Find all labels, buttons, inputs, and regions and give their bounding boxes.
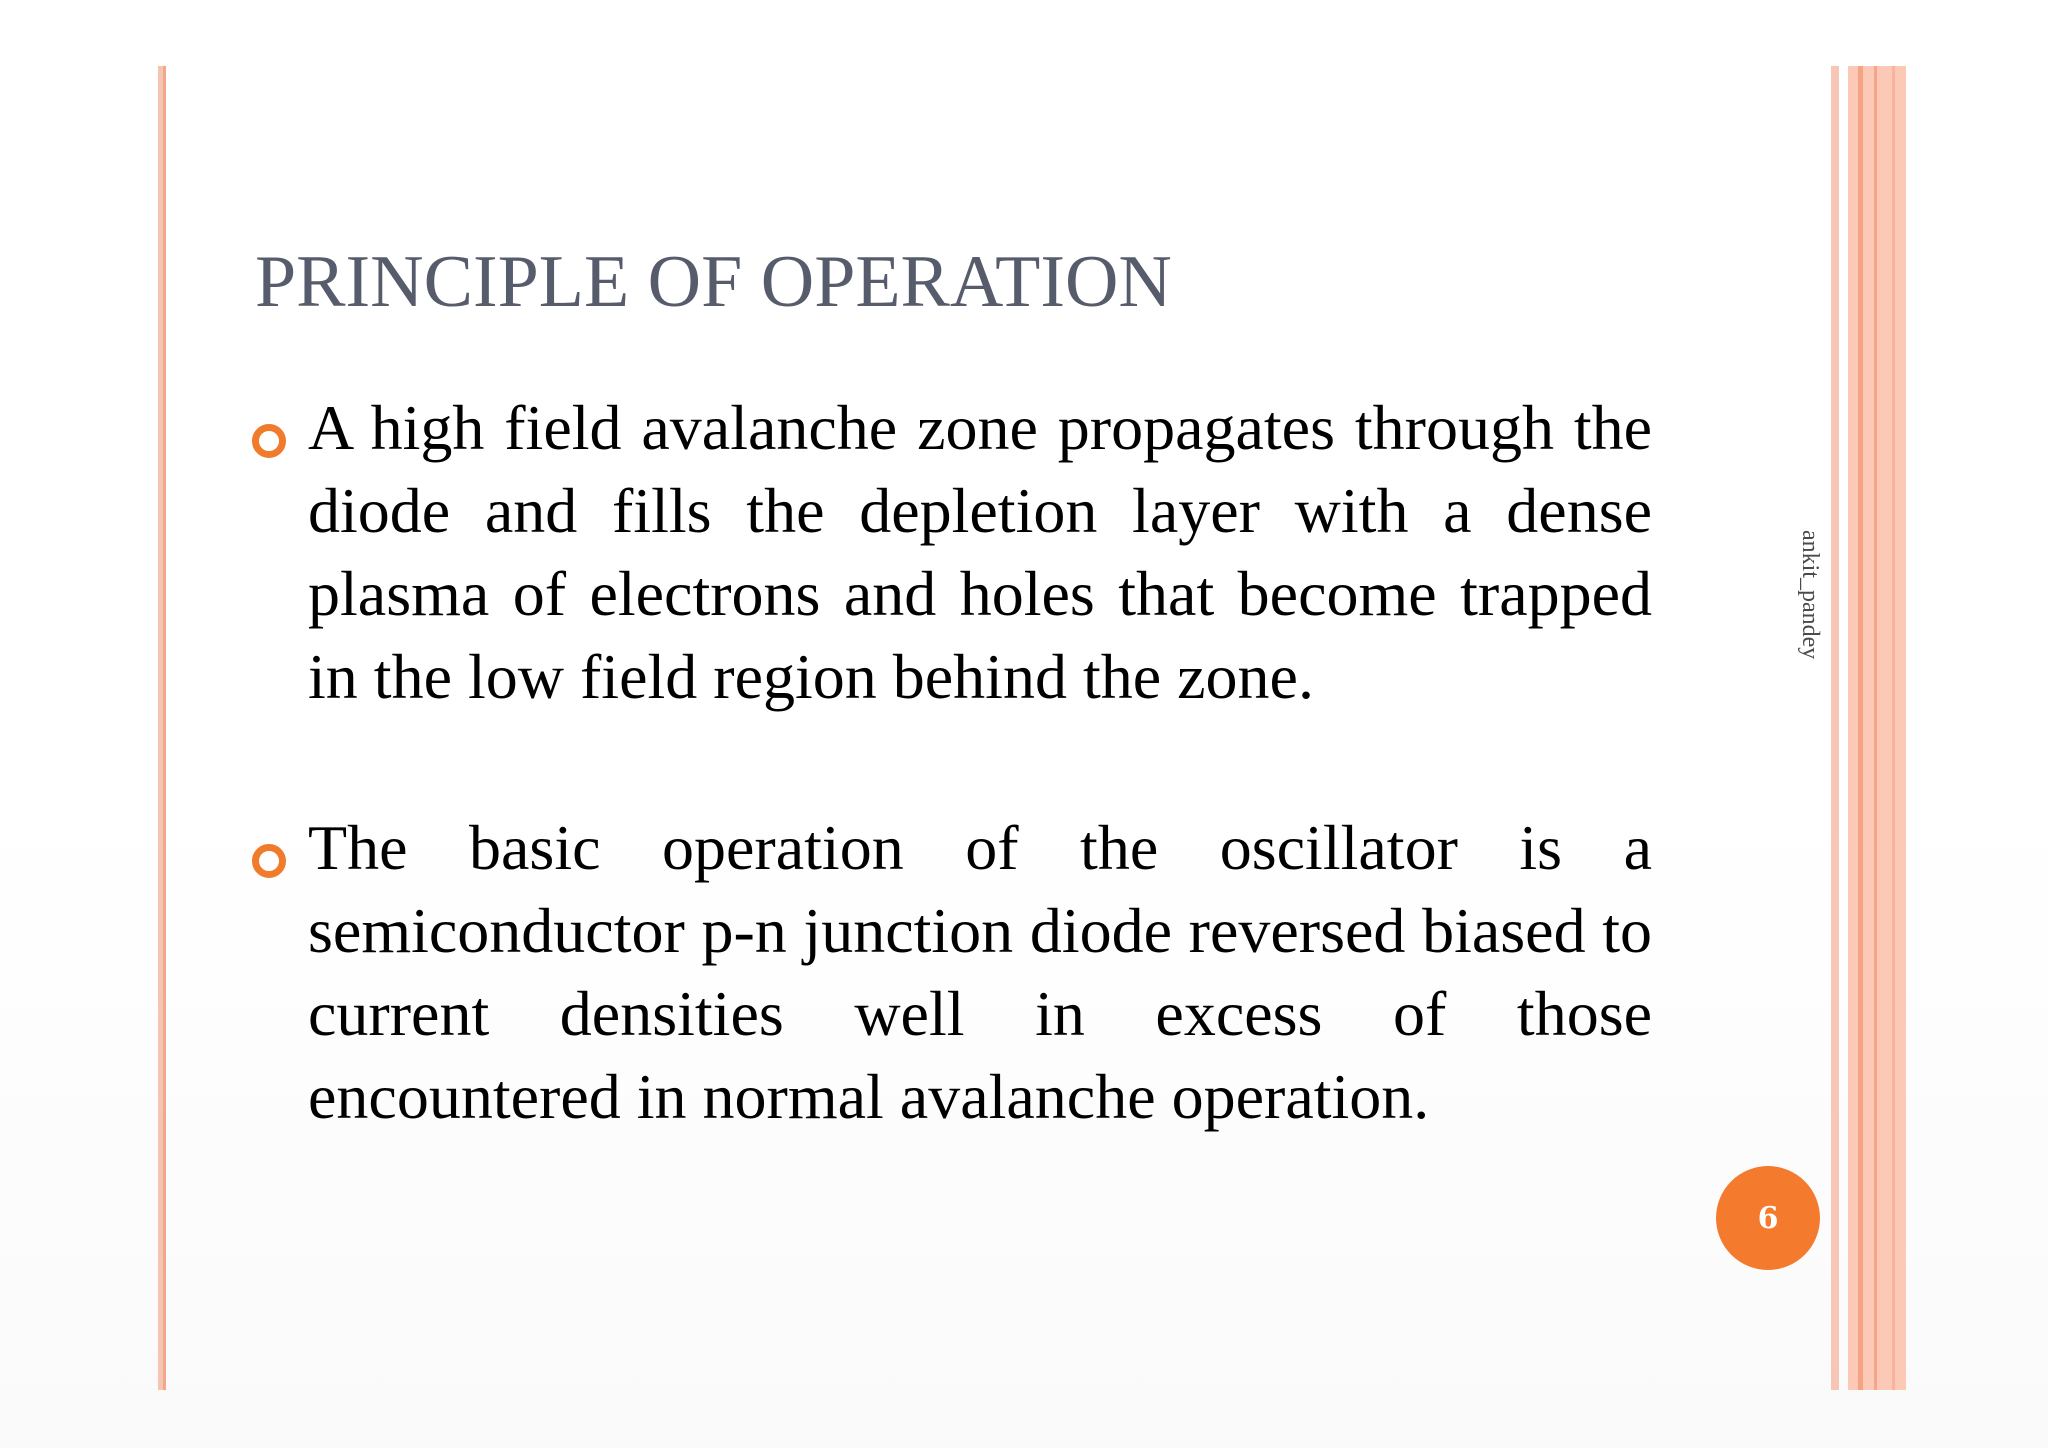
ring-bullet-icon	[252, 424, 286, 458]
right-decorative-stripe-thin	[1831, 66, 1839, 1390]
right-decorative-line-3	[1892, 66, 1895, 1390]
bullet-item	[252, 386, 1652, 718]
bullet-text: A high field avalanche zone propagates through the diode and fills the depletion layer with a dense plasma of electrons and holes that become trapped in the low field region behind the zone.	[308, 392, 1652, 712]
page-number-badge: 6	[1716, 1166, 1820, 1270]
bullet-list	[252, 386, 1652, 1226]
bullet-text: The basic operation of the oscillator is a semiconductor p-n junction diode reversed biased to current densities well in excess of those encountered in normal avalanche operation.	[308, 812, 1652, 1132]
ring-bullet-icon	[252, 844, 286, 878]
left-decorative-stripe-inner	[163, 66, 166, 1390]
right-decorative-line-1	[1858, 66, 1863, 1390]
right-decorative-line-2	[1874, 66, 1877, 1390]
right-decorative-band	[1848, 66, 1906, 1390]
slide-title: PRINCIPLE OF OPERATION	[255, 241, 1172, 323]
author-watermark: ankit_pandey	[1797, 530, 1823, 660]
bullet-item	[252, 806, 1652, 1138]
